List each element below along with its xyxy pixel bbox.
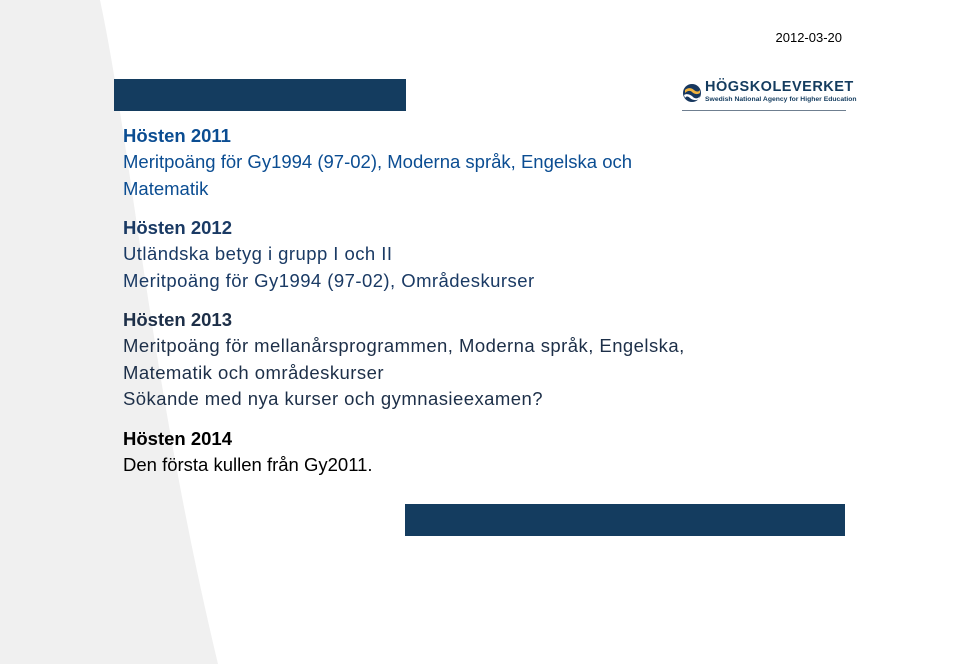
section-heading: Hösten 2014: [123, 427, 232, 449]
logo-divider: [682, 110, 846, 111]
logo-name: HÖGSKOLEVERKET: [705, 79, 854, 95]
slide-date: 2012-03-20: [775, 30, 842, 45]
section-autumn-2014: [123, 426, 823, 479]
section-line: Sökande med nya kurser och gymnasieexamen?: [123, 388, 543, 409]
bottom-banner-bar: [405, 504, 845, 536]
hogskoleverket-logo: [682, 77, 857, 109]
logo-subtitle: Swedish National Agency for Higher Education: [705, 96, 857, 103]
section-heading: Hösten 2013: [123, 309, 232, 330]
section-line: Den första kullen från Gy2011.: [123, 453, 373, 475]
top-banner-bar: [114, 79, 406, 111]
globe-icon: [682, 79, 702, 107]
section-line: Matematik och områdeskurser: [123, 361, 384, 383]
section-autumn-2013: [123, 307, 823, 413]
section-line: Utländska betyg i grupp I och II: [123, 243, 393, 264]
section-autumn-2012: [123, 215, 823, 294]
slide-content: [123, 123, 823, 491]
section-autumn-2011: [123, 123, 823, 202]
section-line: Meritpoäng för Gy1994 (97-02), Moderna språk, Engelska och: [123, 151, 633, 172]
section-line: Matematik: [123, 177, 209, 199]
section-heading: Hösten 2011: [123, 125, 231, 146]
section-line: Meritpoäng för Gy1994 (97-02), Områdeskurser: [123, 269, 535, 291]
section-heading: Hösten 2012: [123, 217, 232, 238]
section-line: Meritpoäng för mellanårsprogrammen, Moderna språk, Engelska,: [123, 335, 685, 356]
